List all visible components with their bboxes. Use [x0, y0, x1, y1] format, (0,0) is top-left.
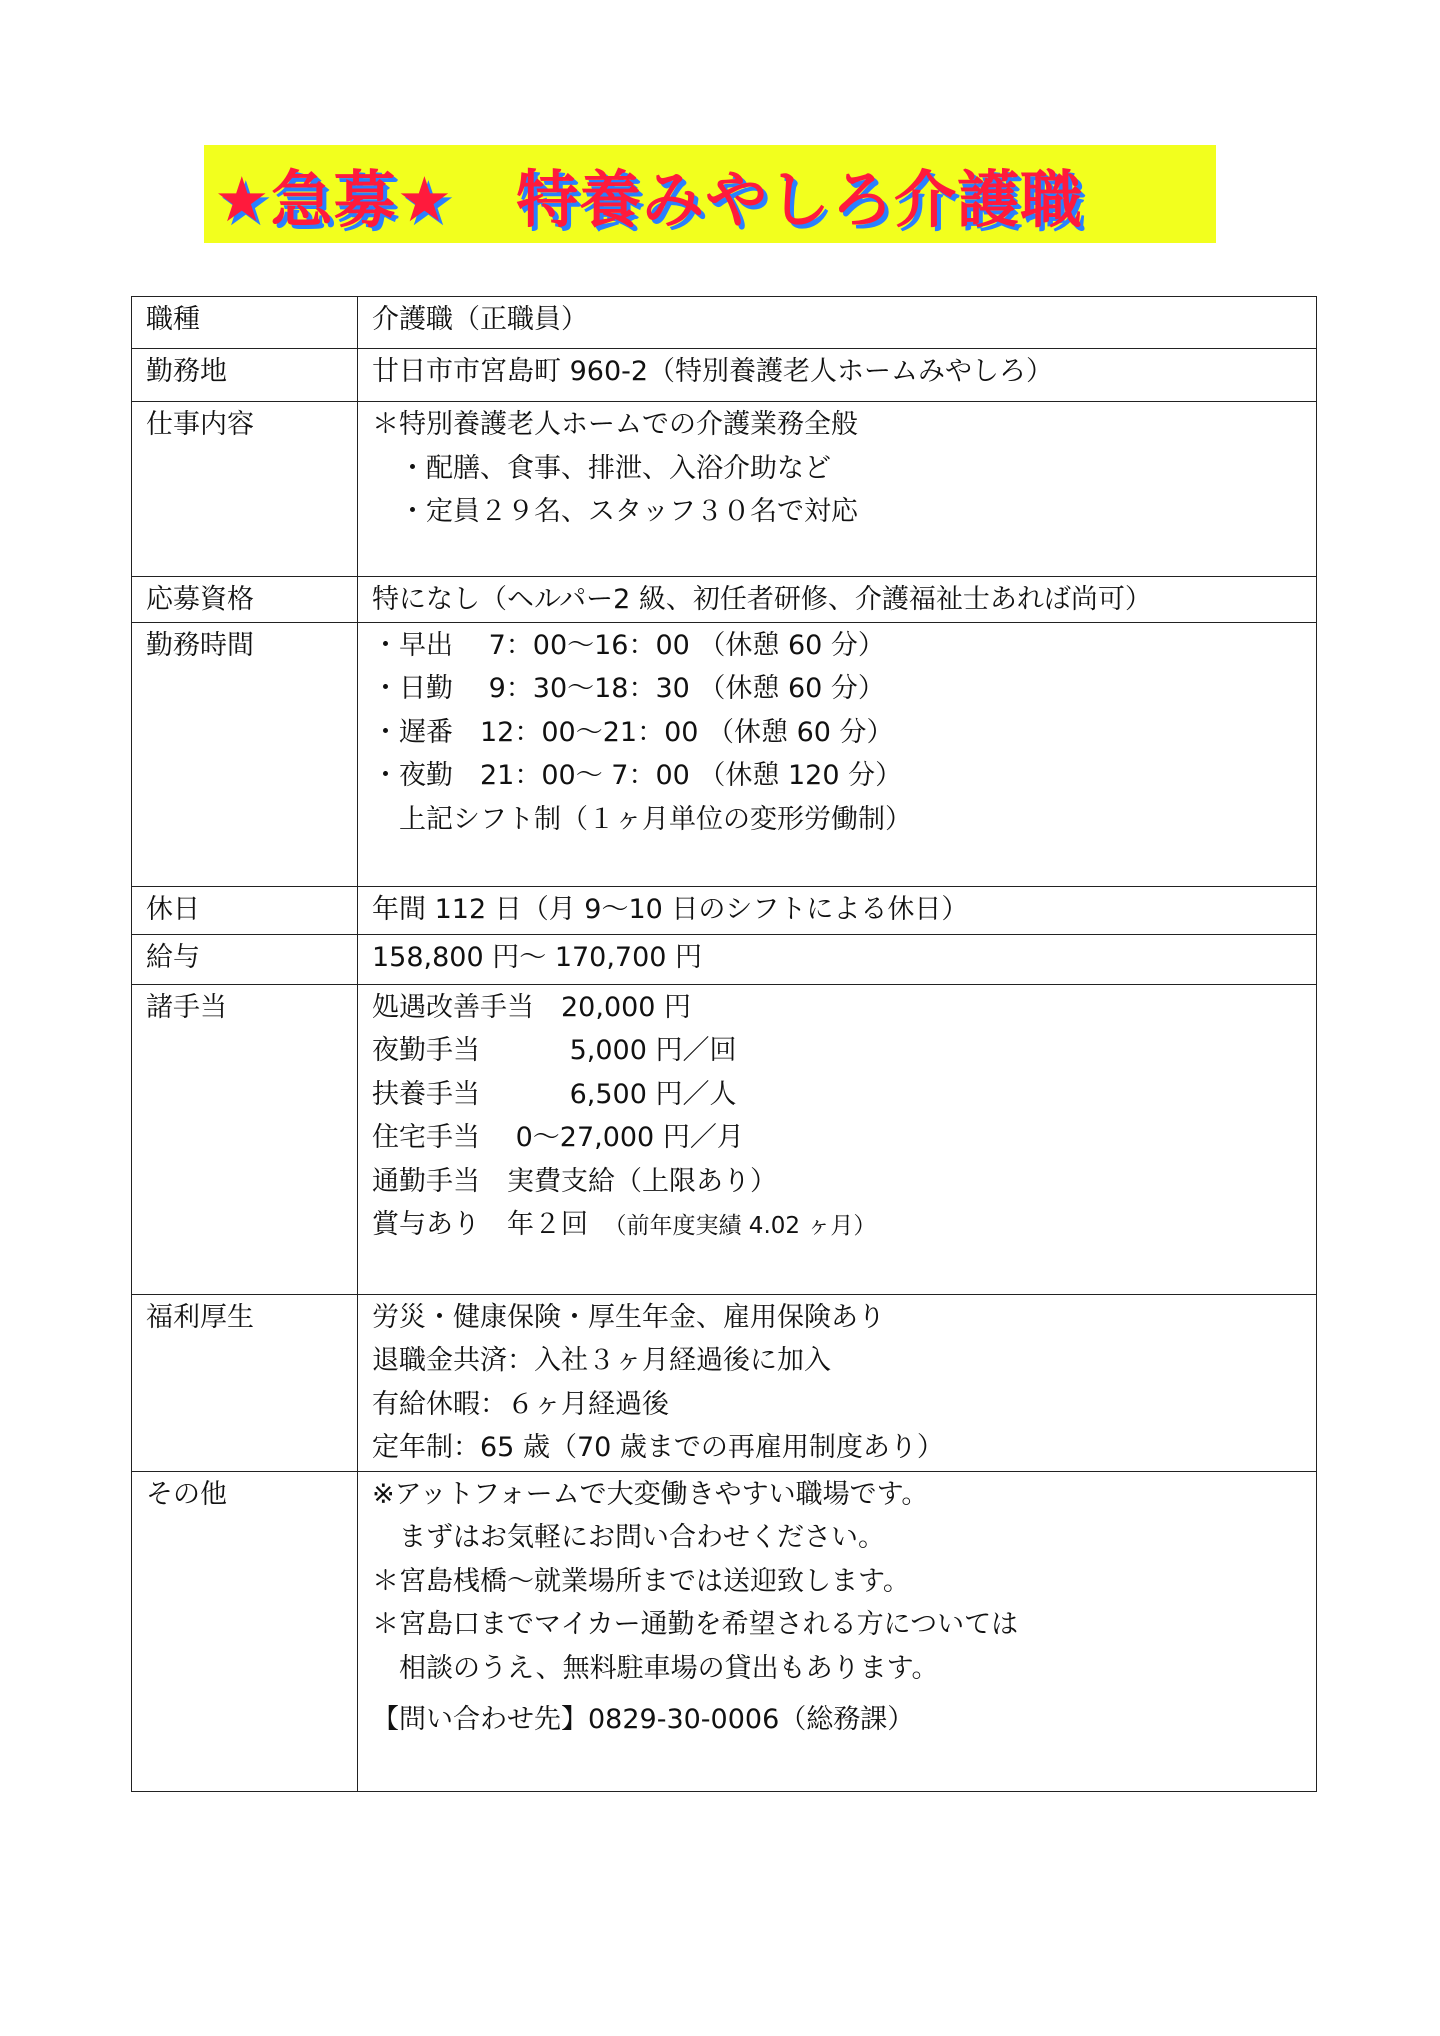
row-line: ・遅番 12：00～21：00 （休憩 60 分） [372, 716, 894, 748]
row-line: ＊特別養護老人ホームでの介護業務全般 [372, 409, 858, 440]
row-line: 夜勤手当 5,000 円／回 [372, 1035, 737, 1066]
row-line: 上記シフト制（１ヶ月単位の変形労働制） [372, 803, 912, 835]
row-line: 相談のうえ、無料駐車場の貸出もあります。 [372, 1652, 939, 1684]
row-line: ・配膳、食事、排泄、入浴介助など [372, 452, 831, 484]
row-line: 定年制：65 歳（70 歳までの再雇用制度あり） [372, 1432, 944, 1463]
row-label: 諸手当 [132, 984, 358, 1294]
job-details-table [131, 296, 1317, 1792]
row-line: まずはお気軽にお問い合わせください。 [372, 1522, 885, 1553]
row-value [358, 1294, 1317, 1471]
row-label: 福利厚生 [132, 1294, 358, 1471]
table-row [132, 349, 1317, 402]
row-value [358, 577, 1317, 623]
row-value [358, 1471, 1317, 1791]
row-line: 通勤手当 実費支給（上限あり） [372, 1165, 777, 1197]
row-line: ・日勤 9：30～18：30 （休憩 60 分） [372, 673, 885, 704]
row-label: 休日 [132, 886, 358, 934]
row-line: 退職金共済：入社３ヶ月経過後に加入 [372, 1345, 831, 1376]
row-label: 勤務地 [132, 349, 358, 402]
row-line: 処遇改善手当 20,000 円 [372, 991, 692, 1023]
title-banner [204, 145, 1216, 243]
row-line: ・定員２９名、スタッフ３０名で対応 [372, 496, 858, 527]
row-line: 労災・健康保険・厚生年金、雇用保険あり [372, 1301, 885, 1333]
row-label: 勤務時間 [132, 622, 358, 886]
row-line: ・夜勤 21：00～ 7：00 （休憩 120 分） [372, 760, 903, 791]
row-label: 仕事内容 [132, 402, 358, 577]
table-row [132, 622, 1317, 886]
row-line: 扶養手当 6,500 円／人 [372, 1078, 737, 1110]
row-line: 廿日市市宮島町 960-2（特別養護老人ホームみやしろ） [372, 356, 1054, 387]
page-title: ★急募★ 特養みやしろ介護職 [214, 162, 1084, 236]
table-row [132, 984, 1317, 1294]
table-row [132, 934, 1317, 984]
row-label: 応募資格 [132, 577, 358, 623]
row-label: その他 [132, 1471, 358, 1791]
row-line [372, 1203, 1302, 1249]
row-line: 住宅手当 0～27,000 円／月 [372, 1122, 744, 1153]
row-line: 年間 112 日（月 9～10 日のシフトによる休日） [372, 893, 969, 925]
row-line: 158,800 円～ 170,700 円 [372, 941, 703, 973]
table-row [132, 402, 1317, 577]
table-row [132, 577, 1317, 623]
row-value [358, 622, 1317, 886]
contact-info: 【問い合わせ先】0829-30-0006（総務課） [372, 1704, 915, 1735]
row-line: ＊宮島桟橋～就業場所までは送迎致します。 [372, 1565, 910, 1597]
row-line: 特になし（ヘルパー2 級、初任者研修、介護福祉士あれば尚可） [372, 584, 1152, 615]
row-value [358, 886, 1317, 934]
row-line: ・早出 7：00～16：00 （休憩 60 分） [372, 629, 885, 661]
table-row [132, 297, 1317, 349]
row-value [358, 349, 1317, 402]
row-line: 有給休暇：６ヶ月経過後 [372, 1388, 669, 1420]
row-value [358, 402, 1317, 577]
table-row [132, 886, 1317, 934]
bonus-note: （前年度実績 4.02 ヶ月） [615, 1213, 877, 1239]
bonus-text: 賞与あり 年２回 [372, 1209, 615, 1240]
row-value [358, 984, 1317, 1294]
row-line: ＊宮島口までマイカー通勤を希望される方については [372, 1609, 1019, 1640]
row-value [358, 934, 1317, 984]
table-row [132, 1294, 1317, 1471]
row-value [358, 297, 1317, 349]
row-label: 職種 [132, 297, 358, 349]
row-label: 給与 [132, 934, 358, 984]
row-line: ※アットフォームで大変働きやすい職場です。 [372, 1478, 929, 1510]
row-line: 介護職（正職員） [372, 304, 588, 335]
table-row [132, 1471, 1317, 1791]
